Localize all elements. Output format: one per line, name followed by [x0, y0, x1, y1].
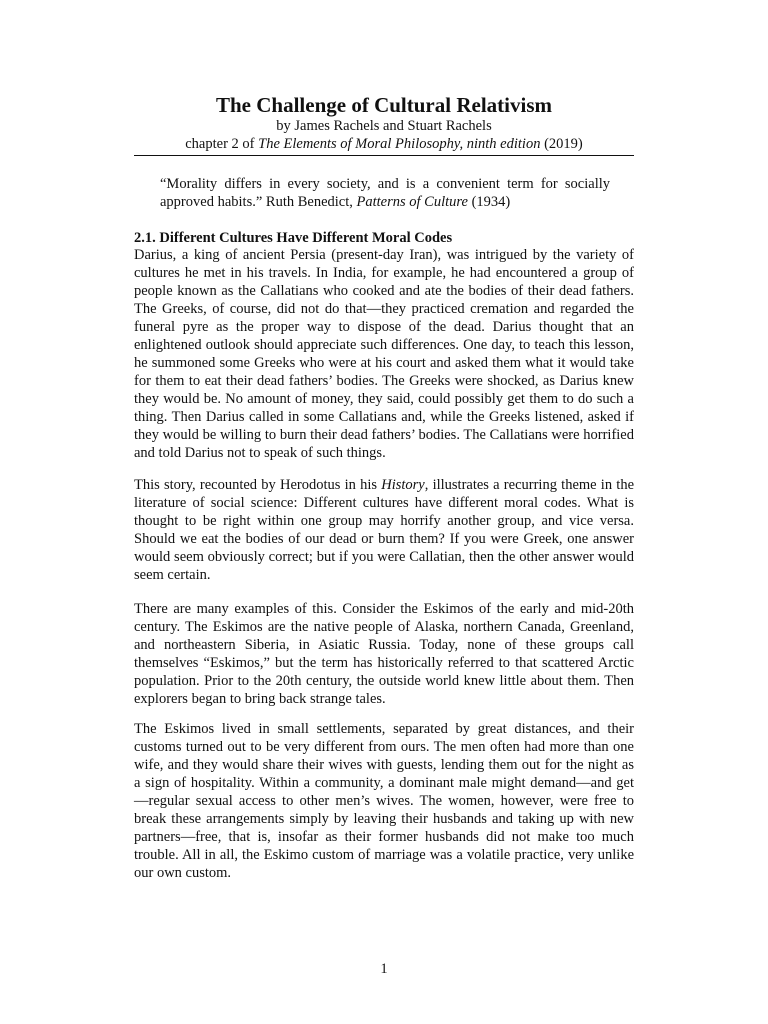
source-year: (2019) — [540, 136, 583, 152]
page-number: 1 — [380, 961, 388, 977]
paragraph-herodotus-end: , illustrates a recurring theme in the literature of social science: Different cultures have different moral codes. What is thought to be right within one group may horrify another group, and vice versa. Should we eat the bodies of our dead or burn them? If you were Greek, one answer would seem obviously correct; but if you were Callatian, then the other answer would seem certain. — [134, 477, 635, 583]
epigraph-year: (1934) — [467, 194, 511, 210]
source-prefix: chapter 2 of — [185, 136, 259, 152]
paragraph-eskimos-intro: There are many examples of this. Consider the Eskimos of the early and mid-20th century. The Eskimos are the native people of Alaska, northern Canada, Greenland, and northeastern Siberia, in Asiatic Russia. Today, none of these groups call themselves “Eskimos,” but the term has historically referred to that scattered Arctic population. Prior to the 20th century, the outside world knew little about them. Then explorers began to bring back strange tales. — [134, 601, 634, 707]
header-divider — [134, 155, 634, 156]
paragraph-eskimo-customs: The Eskimos lived in small settlements, separated by great distances, and their customs turned out to be very different from ours. The men often had more than one wife, and they would share their wives with guests, lending them out for the night as a sign of hospitality. Within a community, a dominant male might demand—and get—regular sexual access to other men’s wives. The women, however, were free to break these arrangements simply by leaving their husbands and taking up with new partners—free, that is, insofar as their former husbands did not make too much trouble. All in all, the Eskimo custom of marriage was a volatile practice, very unlike our own custom. — [134, 721, 634, 881]
source-book-title: The Elements of Moral Philosophy, ninth edition — [258, 136, 541, 152]
paragraph-herodotus — [134, 476, 634, 584]
history-title: History — [381, 477, 425, 493]
author-byline: by James Rachels and Stuart Rachels — [276, 118, 492, 134]
section-heading: 2.1. Different Cultures Have Different Moral Codes — [134, 230, 453, 246]
epigraph-quote — [160, 175, 610, 211]
epigraph-text: “Morality differs in every society, and is a convenient term for socially approved habits.” Ruth Benedict, — [160, 176, 610, 210]
paragraph-herodotus-start: This story, recounted by Herodotus in his — [134, 477, 382, 493]
source-citation — [0, 135, 768, 153]
document-title: The Challenge of Cultural Relativism — [216, 93, 552, 117]
paragraph-darius: Darius, a king of ancient Persia (present-day Iran), was intrigued by the variety of cultures he met in his travels. In India, for example, he had encountered a group of people known as the Callatians who cooked and ate the bodies of their dead fathers. The Greeks, of course, did not do that—they practiced cremation and regarded the funeral pyre as the proper way to dispose of the dead. Darius thought that an enlightened outlook should appreciate such differences. One day, to teach this lesson, he summoned some Greeks who were at his court and asked them what it would take for them to eat their dead fathers’ bodies. The Greeks were shocked, as Darius knew they would be. No amount of money, they said, could possibly get them to do such a thing. Then Darius called in some Callatians and, while the Greeks listened, asked if they would be willing to burn their dead fathers’ bodies. The Callatians were horrified and told Darius not to speak of such things. — [134, 247, 634, 461]
epigraph-work-title: Patterns of Culture — [356, 194, 468, 210]
